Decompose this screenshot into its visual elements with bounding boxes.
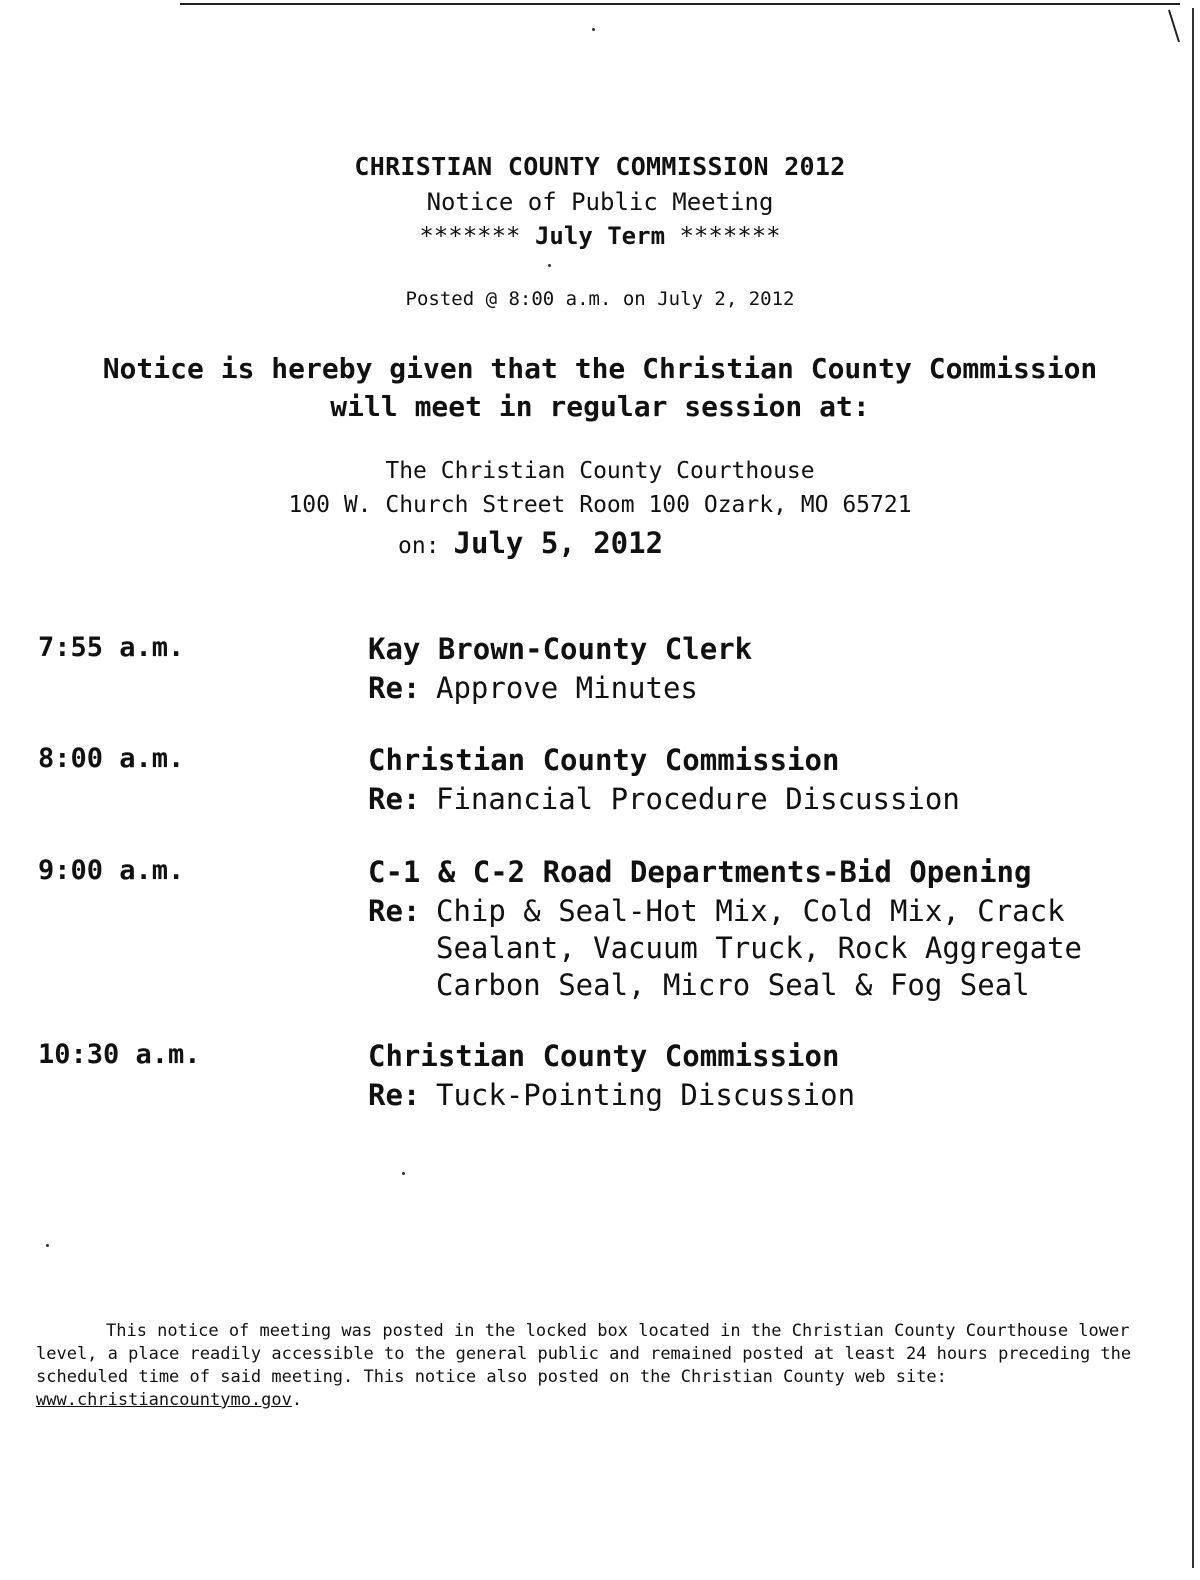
scan-speck	[402, 1172, 405, 1175]
agenda-time: 8:00 a.m.	[38, 743, 185, 774]
agenda-presenter: C-1 & C-2 Road Departments-Bid Opening	[368, 855, 1032, 889]
venue-address: 100 W. Church Street Room 100 Ozark, MO 65721	[288, 492, 912, 518]
posting-notice-text: This notice of meeting was posted in the locked box located in the Christian County Courthouse lower level, a place readily accessible to the general public and remained posted at least 24 hours preceding the scheduled time of said meeting. This notice also posted on the Christian County web site:	[36, 1321, 1132, 1387]
term-label: July Term	[534, 222, 666, 250]
scan-corner-mark	[1168, 8, 1180, 44]
notice-line-1: Notice is hereby given that the Christian County Commission	[102, 352, 1098, 385]
posting-notice-end: .	[291, 1390, 303, 1410]
agenda-time: 10:30 a.m.	[38, 1039, 201, 1070]
county-website-link[interactable]: www.christiancountymo.gov	[36, 1390, 292, 1410]
scan-speck	[592, 28, 595, 31]
notice-line-2: will meet in regular session at:	[330, 390, 870, 423]
agenda-presenter: Christian County Commission	[368, 1039, 840, 1073]
agenda-presenter: Kay Brown-County Clerk	[368, 632, 753, 666]
agenda-re-text: Financial Procedure Discussion	[436, 782, 960, 816]
venue-name: The Christian County Courthouse	[385, 458, 815, 484]
term-stars-left: *******	[419, 222, 521, 250]
agenda-re-label: Re:	[368, 1078, 421, 1112]
scan-edge-top	[180, 3, 1180, 5]
agenda-re-text: Chip & Seal-Hot Mix, Cold Mix, Crack Sealant, Vacuum Truck, Rock Aggregate Carbon Seal, Micro Seal & Fog Seal	[436, 894, 1083, 1002]
agenda-re-label: Re:	[368, 671, 421, 705]
term-line	[0, 222, 1200, 250]
posted-line: Posted @ 8:00 a.m. on July 2, 2012	[405, 288, 795, 310]
agenda-re-text: Tuck-Pointing Discussion	[436, 1078, 856, 1112]
term-stars-right: *******	[679, 222, 781, 250]
agenda-presenter: Christian County Commission	[368, 743, 840, 777]
meeting-date-label: on:	[398, 533, 440, 559]
agenda-time: 9:00 a.m.	[38, 855, 185, 886]
agenda-re-label: Re:	[368, 782, 421, 816]
agenda-re-text: Approve Minutes	[436, 671, 698, 705]
agenda-time: 7:55 a.m.	[38, 632, 185, 663]
notice-statement	[0, 350, 1200, 426]
posting-notice	[36, 1320, 1136, 1412]
scan-speck	[46, 1244, 49, 1247]
page-subtitle: Notice of Public Meeting	[426, 188, 774, 216]
meeting-date-line	[398, 526, 663, 560]
scan-speck	[548, 264, 551, 267]
agenda-re-label: Re:	[368, 894, 421, 928]
meeting-date: July 5, 2012	[453, 526, 664, 560]
page-title: CHRISTIAN COUNTY COMMISSION 2012	[354, 152, 846, 181]
